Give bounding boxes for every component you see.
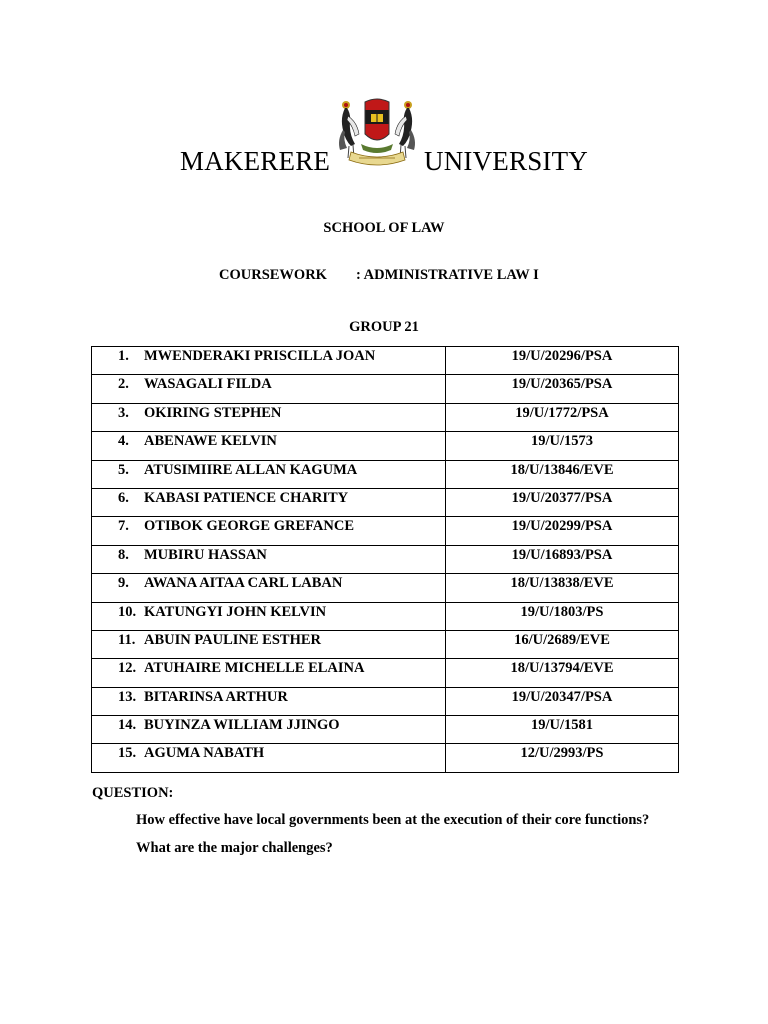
member-registration-number: 19/U/20377/PSA [446,488,679,516]
school-name: SCHOOL OF LAW [323,220,445,236]
member-number: 4. [118,433,129,450]
member-registration-number: 19/U/20299/PSA [446,517,679,545]
member-number: 12. [118,660,137,677]
member-registration-number: 19/U/20365/PSA [446,375,679,403]
member-name: ABENAWE KELVIN [144,433,277,450]
member-name-cell [92,687,446,715]
university-name-right: UNIVERSITY [424,146,588,176]
member-registration-number: 19/U/16893/PSA [446,545,679,573]
member-name: AWANA AITAA CARL LABAN [144,575,343,592]
member-number: 8. [118,546,129,563]
member-number: 9. [118,575,129,592]
member-name-cell [92,545,446,573]
member-number: 15. [118,745,137,762]
left-crane-icon [339,101,359,158]
table-row [92,375,679,403]
member-registration-number: 19/U/1803/PS [446,602,679,630]
right-crane-icon [395,101,415,158]
member-number: 2. [118,376,129,393]
table-row [92,574,679,602]
member-name: OKIRING STEPHEN [144,404,282,421]
question-label: QUESTION: [92,785,174,801]
coursework-value: : ADMINISTRATIVE LAW I [356,267,539,283]
motto-banner [349,152,405,165]
member-name: AGUMA NABATH [144,745,265,762]
member-name-cell [92,574,446,602]
member-name-cell [92,517,446,545]
member-name: ATUSIMIIRE ALLAN KAGUMA [144,461,358,478]
member-name: BUYINZA WILLIAM JJINGO [144,717,340,734]
member-name-cell [92,432,446,460]
member-number: 7. [118,518,129,535]
member-number: 11. [118,631,136,648]
member-registration-number: 16/U/2689/EVE [446,630,679,658]
member-number: 1. [118,348,129,364]
question-line-1: How effective have local governments been at the execution of their core functions? [136,812,650,828]
makerere-coat-of-arms-icon [331,96,423,170]
member-name: BITARINSA ARTHUR [144,688,288,705]
member-name-cell [92,659,446,687]
table-row [92,744,679,772]
member-name-cell [92,403,446,431]
member-number: 13. [118,688,137,705]
table-row [92,716,679,744]
member-registration-number: 18/U/13794/EVE [446,659,679,687]
member-name-cell [92,488,446,516]
member-registration-number: 19/U/20296/PSA [446,347,679,375]
member-name-cell [92,347,446,375]
member-name: KATUNGYI JOHN KELVIN [144,603,327,620]
question-line-2: What are the major challenges? [136,840,333,856]
member-number: 6. [118,489,129,506]
member-number: 5. [118,461,129,478]
table-row [92,403,679,431]
member-name-cell [92,716,446,744]
member-registration-number: 12/U/2993/PS [446,744,679,772]
member-registration-number: 18/U/13846/EVE [446,460,679,488]
table-row [92,460,679,488]
member-name: ABUIN PAULINE ESTHER [144,631,321,648]
member-number: 14. [118,717,137,734]
table-row [92,432,679,460]
university-name-left: MAKERERE [180,146,331,176]
table-row [92,630,679,658]
members-table-body [92,347,679,773]
table-row [92,659,679,687]
member-name: KABASI PATIENCE CHARITY [144,489,349,506]
member-number: 3. [118,404,129,421]
member-name-cell [92,630,446,658]
member-registration-number: 19/U/20347/PSA [446,687,679,715]
member-registration-number: 18/U/13838/EVE [446,574,679,602]
member-name: MUBIRU HASSAN [144,546,267,563]
table-row [92,545,679,573]
table-row [92,517,679,545]
member-number: 10. [118,603,137,620]
table-row [92,488,679,516]
member-registration-number: 19/U/1581 [446,716,679,744]
members-table [91,346,679,773]
member-name-cell [92,375,446,403]
coursework-label: COURSEWORK [219,267,327,283]
member-name-cell [92,602,446,630]
member-name: ATUHAIRE MICHELLE ELAINA [144,660,365,677]
member-registration-number: 19/U/1772/PSA [446,403,679,431]
member-name: MWENDERAKI PRISCILLA JOAN [144,348,376,364]
table-row [92,347,679,375]
shield-icon [365,99,389,140]
member-name: WASAGALI FILDA [144,376,272,393]
member-name: OTIBOK GEORGE GREFANCE [144,518,355,535]
table-row [92,602,679,630]
table-row [92,687,679,715]
member-registration-number: 19/U/1573 [446,432,679,460]
member-name-cell [92,744,446,772]
group-label: GROUP 21 [349,319,419,335]
member-name-cell [92,460,446,488]
